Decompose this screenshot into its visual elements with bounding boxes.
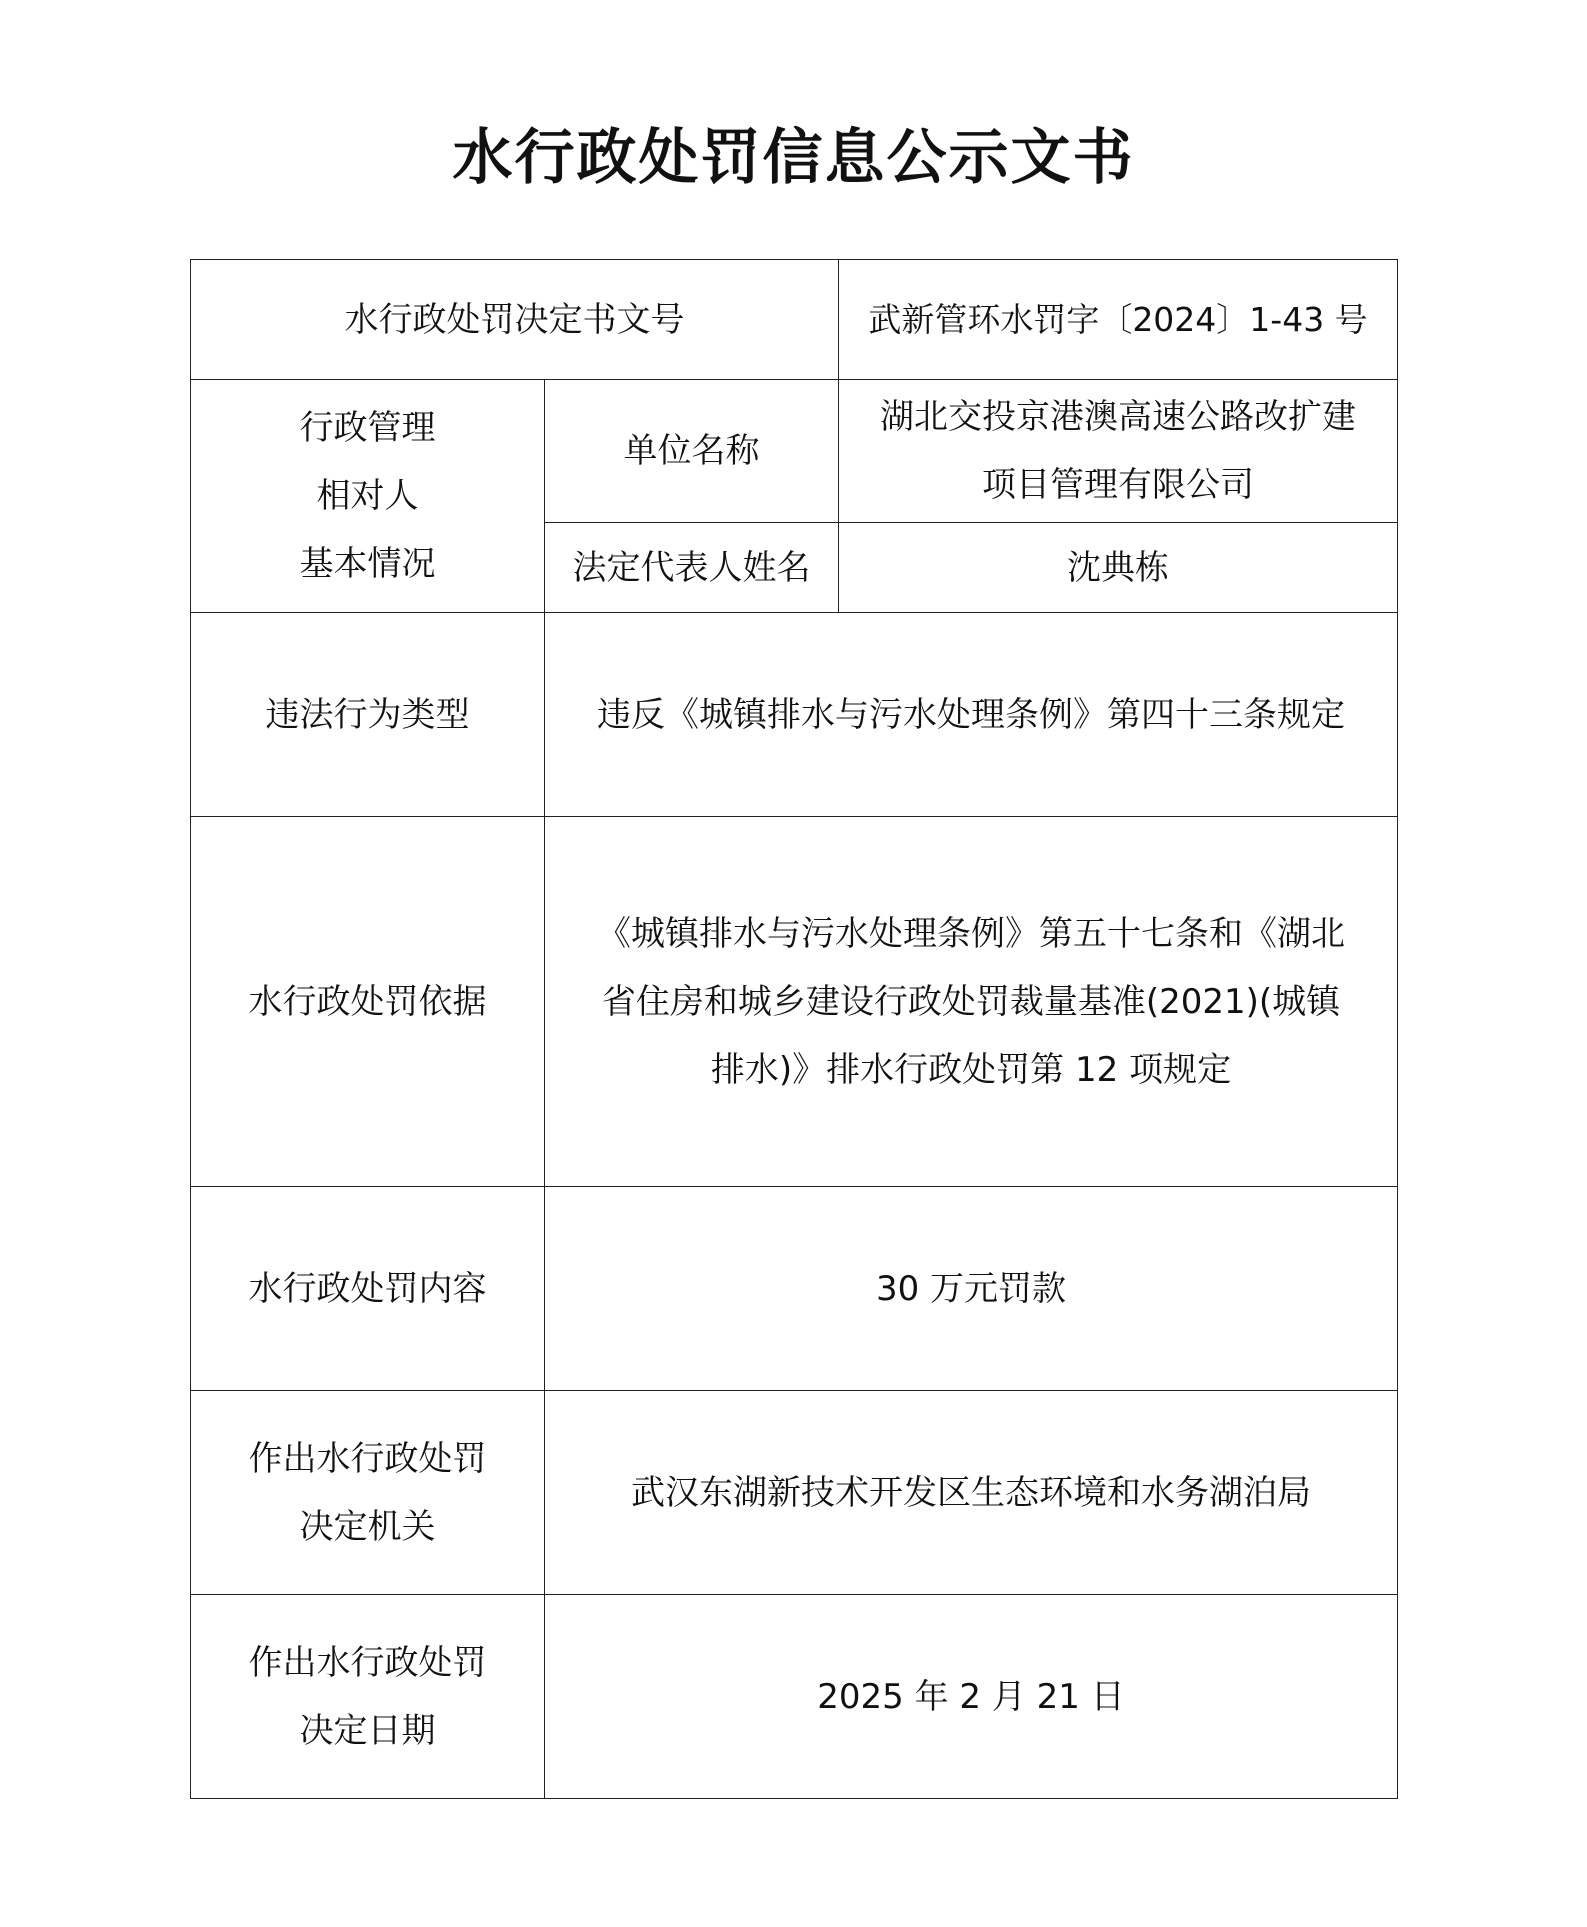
- legal-rep-value: 沈典栋: [839, 523, 1398, 613]
- basis-line-3: 排水)》排水行政处罚第 12 项规定: [710, 1049, 1232, 1090]
- table-row-unit-name: [191, 380, 1398, 523]
- authority-label-line-1: 作出水行政处罚: [248, 1438, 487, 1479]
- document-title: 水行政处罚信息公示文书: [452, 123, 1135, 193]
- table-row-decision-number: [191, 260, 1398, 380]
- party-info-label: [191, 380, 545, 613]
- unit-name-line-2: 项目管理有限公司: [982, 465, 1254, 505]
- party-label-line-1: 行政管理: [299, 408, 436, 448]
- authority-label: [191, 1391, 545, 1595]
- unit-name-line-1: 湖北交投京港澳高速公路改扩建: [880, 397, 1356, 437]
- date-label-line-1: 作出水行政处罚: [248, 1642, 487, 1683]
- date-value: 2025 年 2 月 21 日: [545, 1595, 1398, 1799]
- table-row-authority: [191, 1391, 1398, 1595]
- penalty-info-table: [190, 259, 1398, 1799]
- basis-line-2: 省住房和城乡建设行政处罚裁量基准(2021)(城镇: [601, 981, 1341, 1022]
- date-label: [191, 1595, 545, 1799]
- decision-number-label: 水行政处罚决定书文号: [191, 260, 839, 380]
- content-label: 水行政处罚内容: [191, 1187, 545, 1391]
- unit-name-value: [839, 380, 1398, 523]
- decision-number-value: 武新管环水罚字〔2024〕1-43 号: [839, 260, 1398, 380]
- content-value: 30 万元罚款: [545, 1187, 1398, 1391]
- legal-rep-label: 法定代表人姓名: [545, 523, 839, 613]
- table-row-violation-type: [191, 613, 1398, 817]
- table-row-basis: [191, 817, 1398, 1187]
- party-label-line-3: 基本情况: [299, 544, 436, 584]
- table-row-date: [191, 1595, 1398, 1799]
- violation-type-label: 违法行为类型: [191, 613, 545, 817]
- table-row-content: [191, 1187, 1398, 1391]
- basis-value: [545, 817, 1398, 1187]
- authority-label-line-2: 决定机关: [299, 1506, 436, 1547]
- unit-name-label: 单位名称: [545, 380, 839, 523]
- authority-value: 武汉东湖新技术开发区生态环境和水务湖泊局: [545, 1391, 1398, 1595]
- violation-type-value: 违反《城镇排水与污水处理条例》第四十三条规定: [545, 613, 1398, 817]
- basis-line-1: 《城镇排水与污水处理条例》第五十七条和《湖北: [597, 913, 1345, 954]
- party-label-line-2: 相对人: [316, 476, 419, 516]
- basis-label: 水行政处罚依据: [191, 817, 545, 1187]
- date-label-line-2: 决定日期: [299, 1710, 436, 1751]
